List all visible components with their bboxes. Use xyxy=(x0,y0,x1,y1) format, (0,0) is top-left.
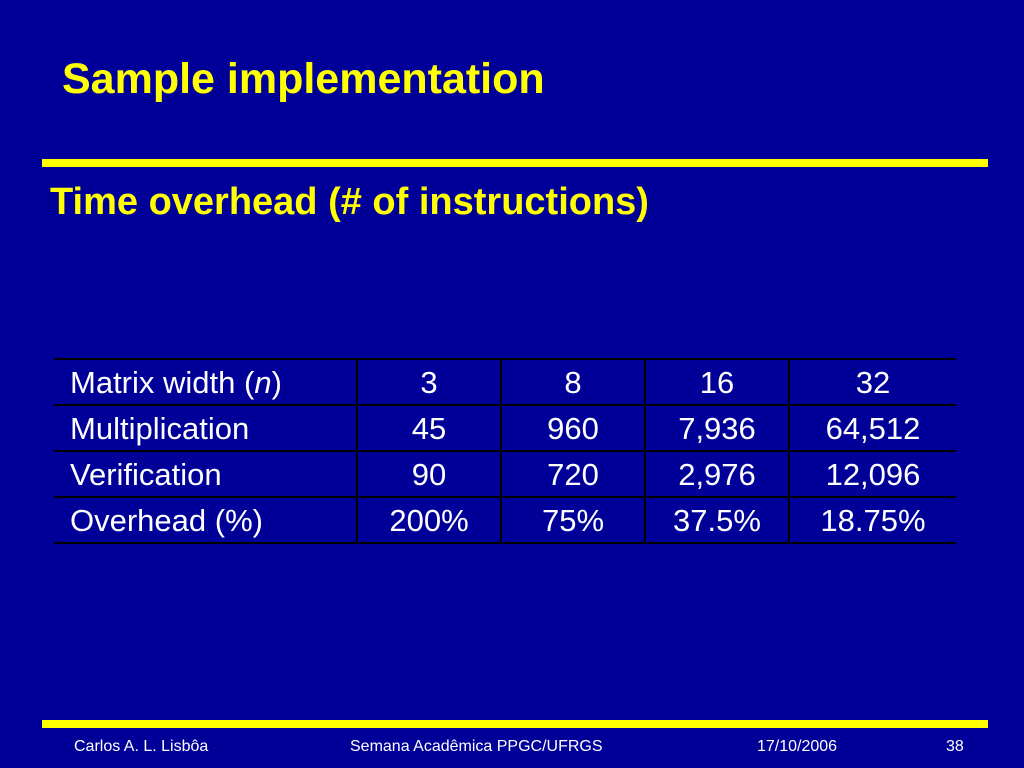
table-cell: 75% xyxy=(501,497,645,543)
header-cell: 32 xyxy=(789,359,956,405)
row-label: Multiplication xyxy=(54,405,357,451)
title-divider xyxy=(42,159,988,167)
table-cell: 7,936 xyxy=(645,405,789,451)
page-number: 38 xyxy=(946,738,964,755)
row-label: Overhead (%) xyxy=(54,497,357,543)
table-cell: 960 xyxy=(501,405,645,451)
footer-event: Semana Acadêmica PPGC/UFRGS xyxy=(350,738,603,755)
header-label-variable: n xyxy=(254,364,272,400)
slide-subtitle: Time overhead (# of instructions) xyxy=(50,181,649,223)
table-row xyxy=(54,405,956,451)
header-label-cell xyxy=(54,359,357,405)
table-cell: 45 xyxy=(357,405,501,451)
slide-title: Sample implementation xyxy=(62,55,545,103)
header-label-suffix: ) xyxy=(271,364,282,400)
table-cell: 12,096 xyxy=(789,451,956,497)
table-row xyxy=(54,497,956,543)
table-cell: 18.75% xyxy=(789,497,956,543)
table-cell: 2,976 xyxy=(645,451,789,497)
overhead-table xyxy=(54,358,956,544)
table-cell: 200% xyxy=(357,497,501,543)
header-cell: 3 xyxy=(357,359,501,405)
table-row xyxy=(54,451,956,497)
table-cell: 64,512 xyxy=(789,405,956,451)
header-cell: 8 xyxy=(501,359,645,405)
footer-author: Carlos A. L. Lisbôa xyxy=(74,738,209,755)
header-label-prefix: Matrix width ( xyxy=(70,364,255,400)
row-label: Verification xyxy=(54,451,357,497)
header-cell: 16 xyxy=(645,359,789,405)
table-cell: 720 xyxy=(501,451,645,497)
table-header-row xyxy=(54,359,956,405)
table-cell: 37.5% xyxy=(645,497,789,543)
footer-divider xyxy=(42,720,988,728)
footer-date: 17/10/2006 xyxy=(757,738,838,755)
table-cell: 90 xyxy=(357,451,501,497)
